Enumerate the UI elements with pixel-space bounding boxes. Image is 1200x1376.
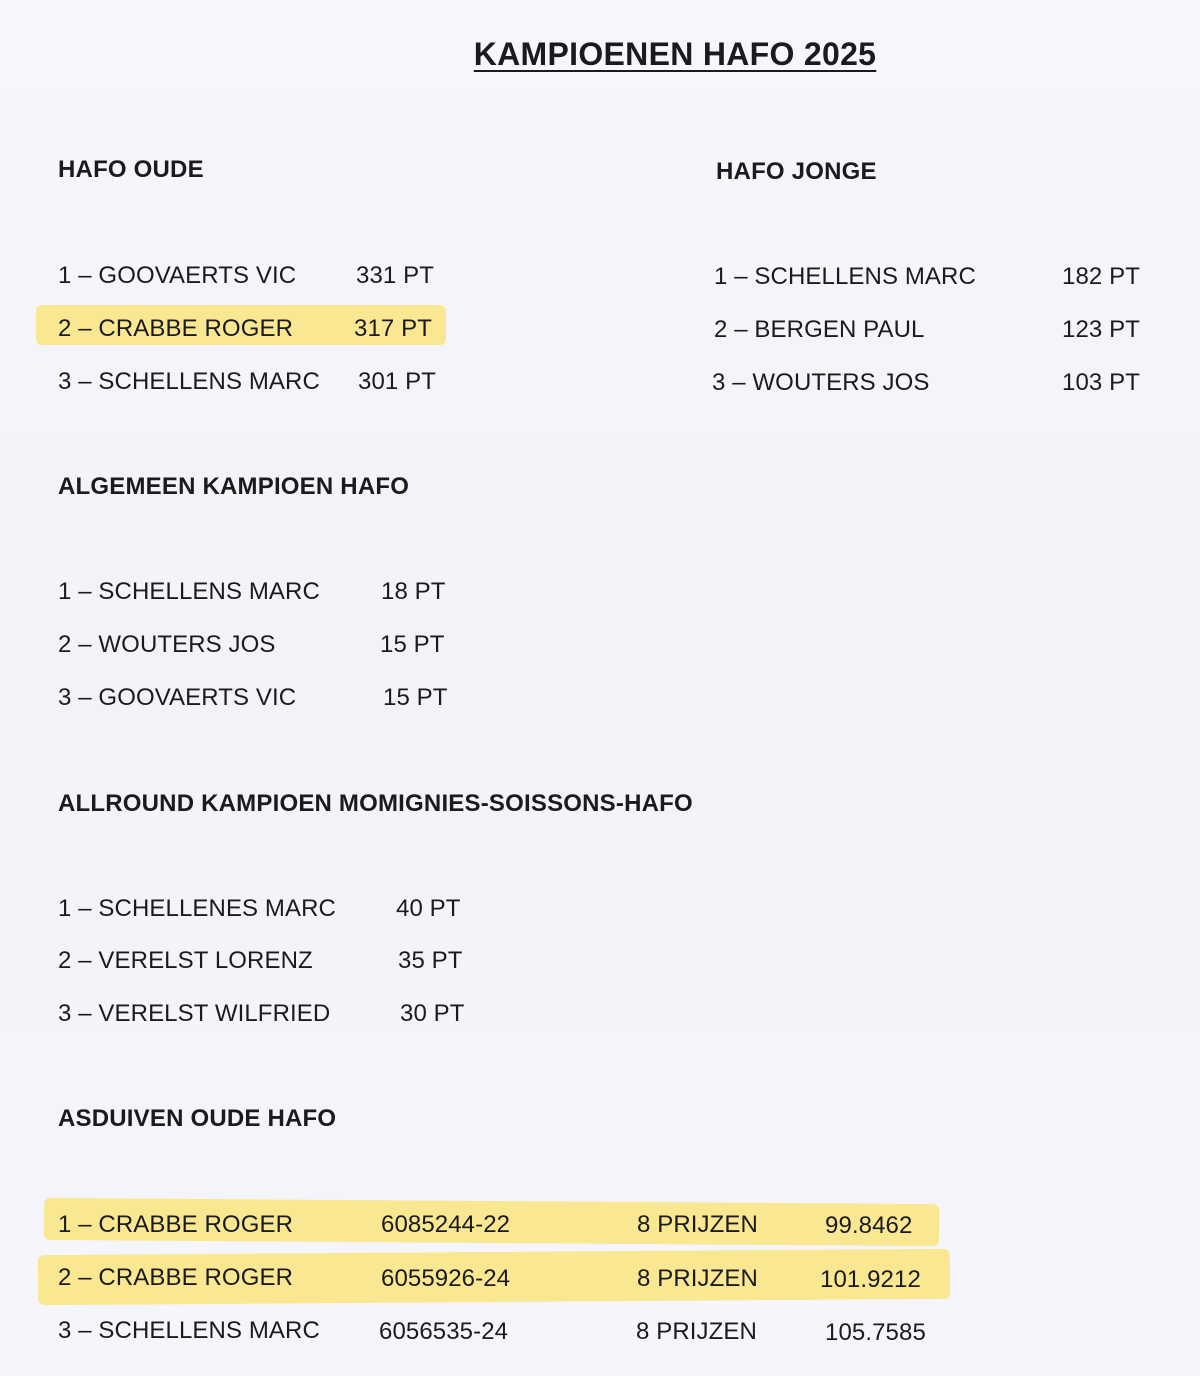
list-item-coefficient: 101.9212 — [820, 1266, 921, 1293]
list-item-points: 182 PT — [1062, 263, 1140, 290]
list-item-points: 15 PT — [380, 631, 445, 658]
list-item-name: 1 – GOOVAERTS VIC — [58, 262, 297, 289]
list-item-prizes: 8 PRIJZEN — [636, 1318, 757, 1345]
section-heading-hafo-oude: HAFO OUDE — [58, 156, 204, 183]
list-item-coefficient: 105.7585 — [825, 1319, 926, 1346]
list-item-name: 2 – CRABBE ROGER — [58, 1264, 294, 1291]
list-item-name: 2 – CRABBE ROGER — [58, 315, 294, 342]
list-item-name: 3 – GOOVAERTS VIC — [58, 684, 297, 711]
list-item-points: 331 PT — [356, 262, 434, 289]
list-item-points: 30 PT — [400, 1000, 465, 1027]
list-item-name: 3 – VERELST WILFRIED — [58, 1000, 331, 1027]
list-item-points: 15 PT — [383, 684, 448, 711]
section-heading-hafo-jonge: HAFO JONGE — [716, 158, 877, 185]
section-heading-asduiven: ASDUIVEN OUDE HAFO — [58, 1105, 337, 1132]
list-item-prizes: 8 PRIJZEN — [637, 1211, 758, 1238]
list-item-name: 1 – SCHELLENS MARC — [58, 578, 320, 605]
page-title: KAMPIOENEN HAFO 2025 — [473, 36, 877, 72]
list-item-name: 1 – SCHELLENES MARC — [58, 895, 336, 922]
list-item-name: 2 – WOUTERS JOS — [58, 631, 276, 658]
list-item-coefficient: 99.8462 — [825, 1212, 913, 1239]
list-item-name: 3 – SCHELLENS MARC — [58, 368, 320, 395]
list-item-points: 35 PT — [398, 947, 463, 974]
list-item-points: 301 PT — [358, 368, 436, 395]
section-heading-algemeen: ALGEMEEN KAMPIOEN HAFO — [58, 473, 410, 500]
list-item-points: 123 PT — [1062, 316, 1140, 343]
list-item-ring: 6055926-24 — [381, 1265, 511, 1292]
title-container — [0, 36, 1200, 81]
list-item-name: 2 – BERGEN PAUL — [714, 316, 925, 343]
list-item-ring: 6056535-24 — [379, 1318, 509, 1345]
list-item-prizes: 8 PRIJZEN — [637, 1265, 758, 1292]
list-item-points: 40 PT — [396, 895, 461, 922]
list-item-name: 2 – VERELST LORENZ — [58, 947, 313, 974]
list-item-points: 103 PT — [1062, 369, 1140, 396]
list-item-ring: 6085244-22 — [381, 1211, 511, 1238]
list-item-name: 1 – SCHELLENS MARC — [714, 263, 976, 290]
list-item-name: 3 – WOUTERS JOS — [712, 369, 930, 396]
list-item-name: 1 – CRABBE ROGER — [58, 1211, 294, 1238]
list-item-points: 317 PT — [354, 315, 432, 342]
section-heading-allround: ALLROUND KAMPIOEN MOMIGNIES-SOISSONS-HAFO — [58, 790, 693, 817]
list-item-points: 18 PT — [381, 578, 446, 605]
list-item-name: 3 – SCHELLENS MARC — [58, 1317, 320, 1344]
